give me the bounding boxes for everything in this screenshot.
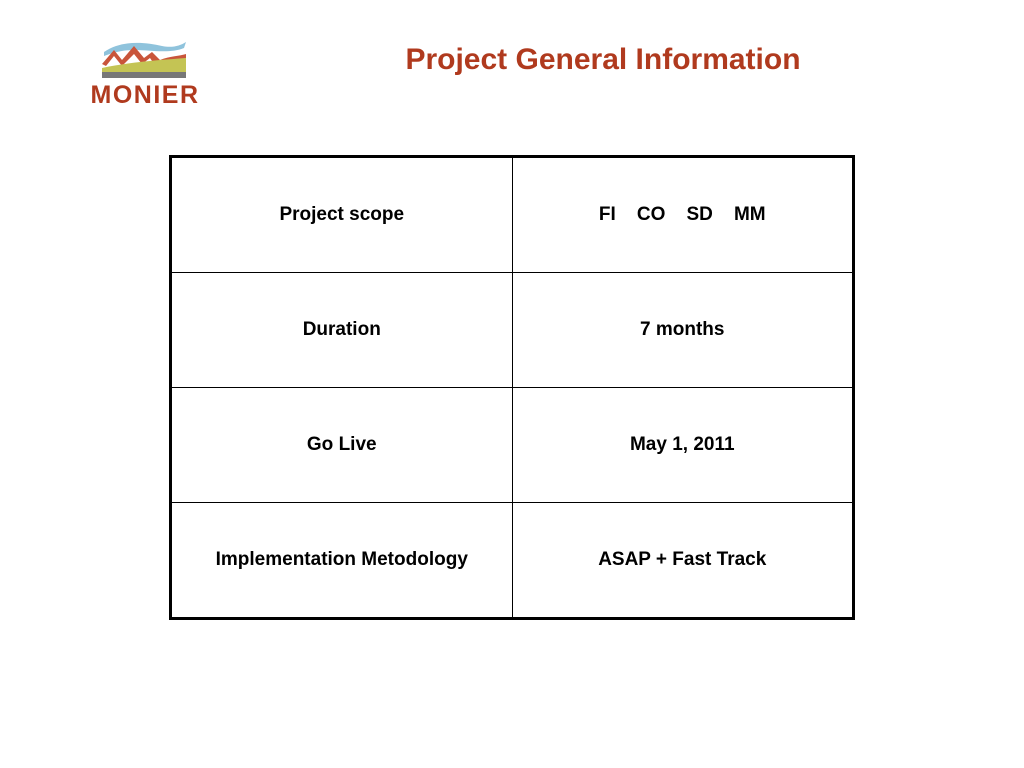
row-value: FI CO SD MM [512, 157, 854, 273]
monier-mountain-logo-icon [100, 38, 188, 80]
row-value: 7 months [512, 273, 854, 388]
row-label: Implementation Metodology [171, 503, 513, 619]
row-label: Project scope [171, 157, 513, 273]
table-row [171, 388, 854, 503]
table-row [171, 273, 854, 388]
row-value: ASAP + Fast Track [512, 503, 854, 619]
logo-wordmark: MONIER [90, 81, 200, 109]
monier-logo [78, 38, 212, 108]
row-label: Duration [171, 273, 513, 388]
page-title: Project General Information [405, 43, 801, 76]
project-info-table [169, 155, 855, 620]
row-label: Go Live [171, 388, 513, 503]
table-row [171, 157, 854, 273]
row-value: May 1, 2011 [512, 388, 854, 503]
table-row [171, 503, 854, 619]
